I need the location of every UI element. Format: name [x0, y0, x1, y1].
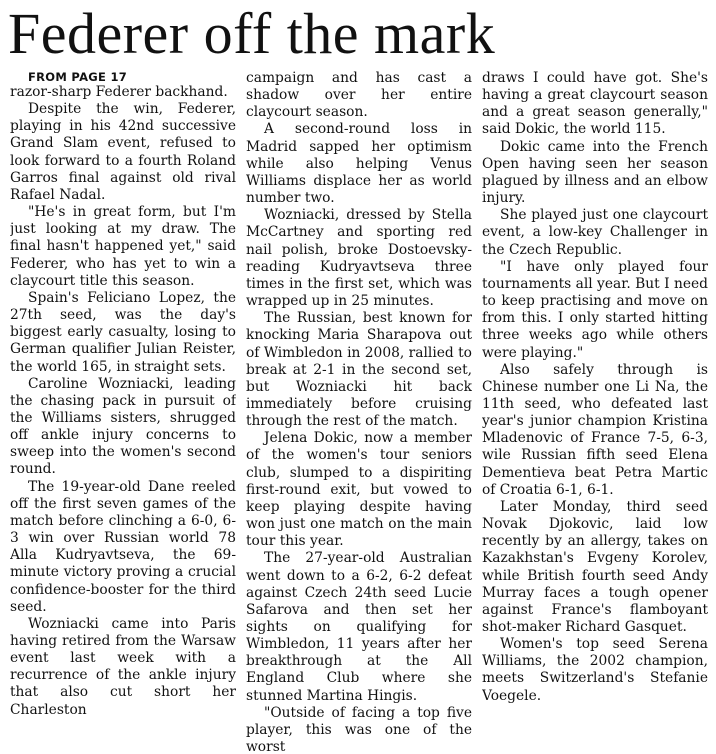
paragraph: The Russian, best known for knocking Maria Sharapova out of Wimbledon in 2008, rallied to break at 2-1 in the second set, but Wozniacki hit back immediately before cruising through the rest of the match. — [246, 310, 472, 430]
paragraph: campaign and has cast a shadow over her entire claycourt season. — [246, 70, 472, 121]
paragraph: Wozniacki came into Paris having retired from the Warsaw event last week with a recurrence of the ankle injury that also cut short her Charleston — [10, 615, 236, 718]
paragraph: "Outside of facing a top five player, this was one of the worst — [246, 704, 472, 754]
article-column-1 — [10, 70, 236, 754]
headline: Federer off the mark — [8, 1, 496, 66]
paragraph: Women's top seed Serena Williams, the 2002 champion, meets Switzerland's Stefanie Voegele. — [482, 636, 708, 704]
paragraph: The 19-year-old Dane reeled off the first seven games of the match before clinching a 6-0, 6-3 win over Russian world 78 Alla Kudryavtseva, the 69-minute victory proving a crucial confidence-booster for the third seed. — [10, 478, 236, 615]
paragraph: "He's in great form, but I'm just looking at my draw. The final hasn't happened yet," said Federer, who has yet to win a claycourt title this season. — [10, 204, 236, 289]
paragraph: "I have only played four tournaments all year. But I need to keep practising and move on from this. I only started hitting three weeks ago while others were playing." — [482, 258, 708, 361]
paragraph: Jelena Dokic, now a member of the women's tour seniors club, slumped to a dispiriting first-round exit, but vowed to keep playing despite having won just one match on the main tour this year. — [246, 430, 472, 550]
kicker-from-page: FROM PAGE 17 — [28, 70, 128, 84]
paragraph: draws I could have got. She's having a great claycourt season and a great season generally," said Dokic, the world 115. — [482, 70, 708, 138]
paragraph: The 27-year-old Australian went down to a 6-2, 6-2 defeat against Czech 24th seed Lucie Safarova and then set her sights on qualifying for Wimbledon, 11 years after her breakthrough at the All England Club where she stunned Martina Hingis. — [246, 550, 472, 704]
paragraph: Later Monday, third seed Novak Djokovic, laid low recently by an allergy, takes on Kazakhstan's Evgeny Korolev, while British fourth seed Andy Murray faces a tough opener against France's flamboyant shot-maker Richard Gasquet. — [482, 498, 708, 635]
article-column-2 — [246, 70, 472, 754]
paragraph: She played just one claycourt event, a low-key Challenger in the Czech Republic. — [482, 207, 708, 258]
article-column-3 — [482, 70, 708, 754]
article-body — [10, 70, 708, 754]
paragraph: A second-round loss in Madrid sapped her optimism while also helping Venus Williams displace her as world number two. — [246, 121, 472, 207]
paragraph: Also safely through is Chinese number one Li Na, the 11th seed, who defeated last year's junior champion Kristina Mladenovic of France 7-5, 6-3, wile Russian fifth seed Elena Dementieva beat Petra Martic of Croatia 6-1, 6-1. — [482, 361, 708, 498]
paragraph: Caroline Wozniacki, leading the chasing pack in pursuit of the Williams sisters, shrugged off ankle injury concerns to sweep into the women's second round. — [10, 375, 236, 478]
paragraph: Spain's Feliciano Lopez, the 27th seed, was the day's biggest early casualty, losing to German qualifier Julian Reister, the world 165, in straight sets. — [10, 289, 236, 375]
paragraph: Despite the win, Federer, playing in his 42nd successive Grand Slam event, refused to look forward to a fourth Roland Garros final against old rival Rafael Nadal. — [10, 101, 236, 203]
paragraph: razor-sharp Federer backhand. — [10, 84, 228, 100]
paragraph: Dokic came into the French Open having seen her season plagued by illness and an elbow injury. — [482, 138, 708, 207]
paragraph: Wozniacki, dressed by Stella McCartney and sporting red nail polish, broke Dostoevsky-reading Kudryavtseva three times in the first set, which was wrapped up in 25 minutes. — [246, 207, 472, 310]
